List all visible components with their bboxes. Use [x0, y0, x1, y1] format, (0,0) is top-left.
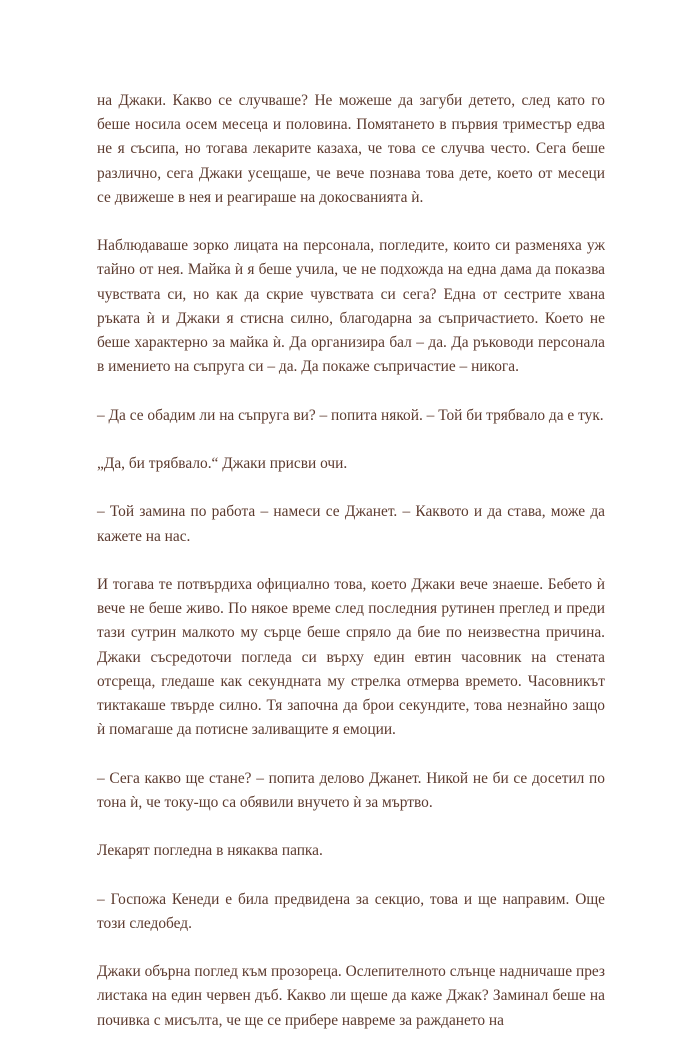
paragraph: – Да се обадим ли на съпруга ви? – попита някой. – Той би трябвало да е тук. — [97, 406, 604, 424]
paragraph: „Да, би трябвало.“ Джаки присви очи. — [97, 455, 348, 472]
page-body — [97, 89, 605, 1057]
paragraph: Наблюдаваше зорко лицата на персонала, погледите, които си разменяха уж тайно от нея. Майка ѝ я беше учила, че не подхожда на една дама да показва чувствата си, но как да скрие чувствата си сега? Една от сестрите хвана ръката ѝ и Джаки я стисна силно, благодарна за съпричастието. Което не беше характерно за майка ѝ. Да организира бал – да. Да ръководи персонала в имението на съпруга си – да. Да покаже съпричастие – никога. — [97, 237, 605, 376]
paragraph: – Той замина по работа – намеси се Джанет. – Каквото и да става, може да кажете на нас. — [97, 503, 605, 545]
paragraph: Лекарят погледна в някаква папка. — [97, 842, 323, 860]
paragraph: Джаки обърна поглед към прозореца. Ослепителното слънце надничаше през листака на един червен дъб. Какво ли щеше да каже Джак? Заминал беше на почивка с мисълта, че ще се прибере навреме за раждането на — [97, 963, 605, 1029]
paragraph: – Госпожа Кенеди е била предвидена за секцио, това и ще направим. Още този следобед. — [97, 890, 605, 932]
paragraph: И тогава те потвърдиха официално това, което Джаки вече знаеше. Бебето ѝ вече не беше живо. По някое време след последния рутинен преглед и преди тази сутрин малкото му сърце беше спряло да бие по неизвестна причина. Джаки съсредоточи погледа си върху един евтин часовник на стената отсреща, гледаше как секундната му стрелка отмерва времето. Часовникът тиктакаше твърде силно. Тя започна да брои секундите, това незнайно защо ѝ помагаше да потисне заливащите я емоции. — [97, 575, 605, 739]
paragraph: – Сега какво ще стане? – попита делово Джанет. Никой не би се досетил по тона ѝ, че току-що са обявили внучето ѝ за мъртво. — [97, 769, 605, 811]
paragraph: на Джаки. Какво се случваше? Не можеше да загуби детето, след като го беше носила осем месеца и половина. Помятането в първия триместър едва не я съсипа, но тогава лекарите казаха, че това се случва често. Сега беше различно, сега Джаки усещаше, че вече познава това дете, което от месеци се движеше в нея и реагираше на докосванията ѝ. — [97, 92, 605, 206]
